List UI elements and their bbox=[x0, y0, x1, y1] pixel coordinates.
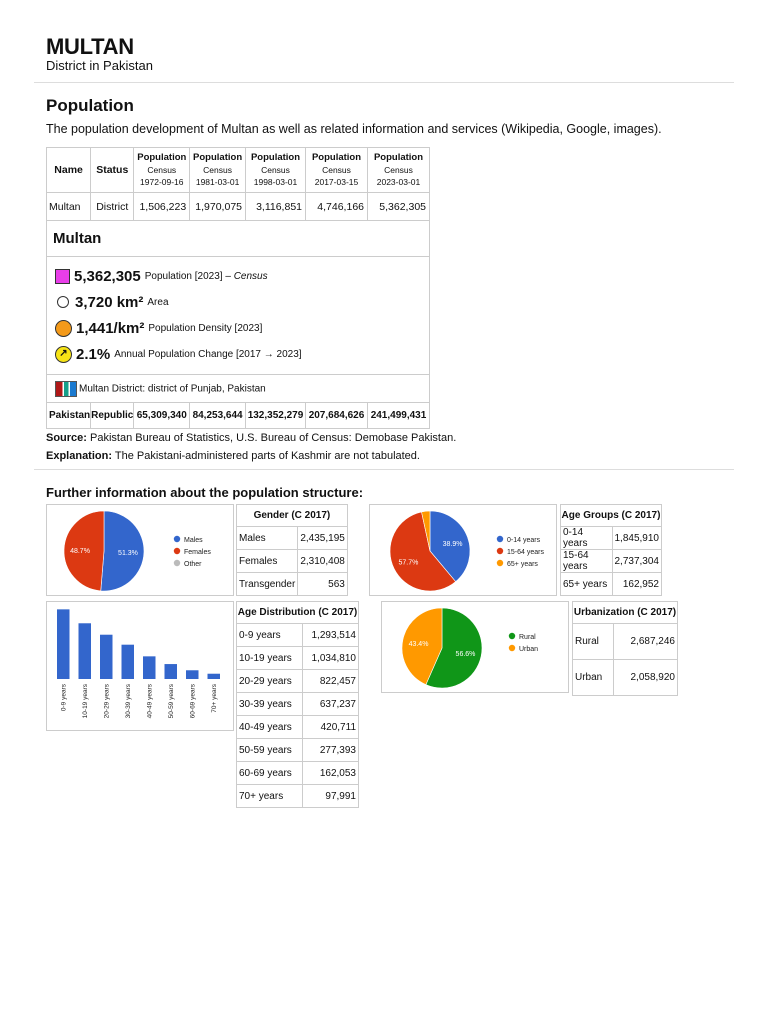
bar-50-59-years bbox=[165, 664, 178, 679]
row-value: 3,116,851 bbox=[246, 193, 306, 221]
row-name[interactable]: Multan bbox=[47, 193, 91, 221]
bar-60-69-years bbox=[186, 670, 199, 679]
urbanization-pie-svg bbox=[382, 602, 568, 692]
legend-label: 15-64 years bbox=[507, 549, 544, 556]
urbanization-table bbox=[572, 601, 678, 696]
col-status: Status bbox=[91, 148, 134, 193]
pie-slice-label: 48.7% bbox=[70, 548, 90, 556]
section-heading-population: Population bbox=[46, 96, 134, 115]
row-value: 65,309,340 bbox=[134, 403, 190, 429]
pie-slice-label: 51.3% bbox=[118, 549, 138, 557]
legend-label: Urban bbox=[519, 646, 539, 653]
bar-40-49-years bbox=[143, 656, 156, 679]
legend-label: 65+ years bbox=[507, 561, 538, 568]
table-row: 40-49 years 420,711 bbox=[237, 716, 359, 739]
row-value: 4,746,166 bbox=[306, 193, 368, 221]
table-row: Males 2,435,195 bbox=[237, 527, 348, 550]
x-tick-label: 0-9 years bbox=[60, 684, 68, 712]
col-census-1981: Population Census 1981-03-01 bbox=[190, 148, 246, 193]
table-title: Age Groups (C 2017) bbox=[561, 505, 662, 527]
infobox-stats bbox=[47, 257, 430, 375]
section-heading-structure: Further information about the population structure: bbox=[46, 485, 364, 500]
gender-pie-chart bbox=[46, 504, 234, 596]
table-row: 20-29 years 822,457 bbox=[237, 670, 359, 693]
bar-0-9-years bbox=[57, 609, 70, 679]
divider bbox=[34, 82, 734, 83]
gender-pie-svg bbox=[47, 505, 233, 595]
divider bbox=[34, 469, 734, 470]
col-census-2017: Population Census 2017-03-15 bbox=[306, 148, 368, 193]
table-row: 70+ years 97,991 bbox=[237, 785, 359, 808]
table-row: Females 2,310,408 bbox=[237, 550, 348, 573]
col-census-1998: Population Census 1998-03-01 bbox=[246, 148, 306, 193]
table-row-pakistan bbox=[47, 403, 430, 429]
x-tick-label: 60-69 years bbox=[189, 684, 197, 719]
col-name: Name bbox=[47, 148, 91, 193]
legend-marker bbox=[174, 560, 180, 566]
population-table bbox=[46, 147, 430, 429]
x-tick-label: 40-49 years bbox=[146, 684, 154, 719]
change-arrow-icon: ↗ bbox=[55, 346, 72, 363]
row-value: 132,352,279 bbox=[246, 403, 306, 429]
bar-20-29-years bbox=[100, 635, 113, 679]
x-tick-label: 50-59 years bbox=[167, 684, 175, 719]
table-title: Age Distribution (C 2017) bbox=[237, 602, 359, 624]
age-groups-pie-svg bbox=[370, 505, 556, 595]
table-row: 0-9 years 1,293,514 bbox=[237, 624, 359, 647]
col-census-2023: Population Census 2023-03-01 bbox=[368, 148, 430, 193]
row-status: District bbox=[91, 193, 134, 221]
population-square-icon bbox=[55, 269, 70, 284]
legend-label: Rural bbox=[519, 634, 536, 641]
table-row: 65+ years 162,952 bbox=[561, 573, 662, 596]
table-row: Transgender 563 bbox=[237, 573, 348, 596]
pie-slice-label: 38.9% bbox=[442, 540, 463, 548]
col-census-1972: Population Census 1972-09-16 bbox=[134, 148, 190, 193]
table-row: 15-64 years 2,737,304 bbox=[561, 550, 662, 573]
row-value: 1,970,075 bbox=[190, 193, 246, 221]
density-circle-icon bbox=[55, 320, 72, 337]
bar-30-39-years bbox=[122, 645, 135, 679]
table-row: 60-69 years 162,053 bbox=[237, 762, 359, 785]
age-groups-pie-chart bbox=[369, 504, 557, 596]
row-status: Republic bbox=[91, 403, 134, 429]
explanation-note: Explanation: The Pakistani-administered parts of Kashmir are not tabulated. bbox=[46, 450, 420, 462]
stat-population: 5,362,305 Population [2023] – Census bbox=[55, 263, 423, 289]
flag-icon bbox=[55, 381, 77, 397]
age-distribution-bar-chart bbox=[46, 601, 234, 731]
pie-slice-label: 57.7% bbox=[398, 559, 419, 567]
table-row: 0-14 years 1,845,910 bbox=[561, 527, 662, 550]
legend-label: Females bbox=[184, 549, 211, 556]
row-value: 241,499,431 bbox=[368, 403, 430, 429]
stat-density: 1,441/km² Population Density [2023] bbox=[55, 315, 423, 341]
urbanization-pie-chart bbox=[381, 601, 569, 693]
row-name[interactable]: Pakistan bbox=[47, 403, 91, 429]
x-tick-label: 10-19 years bbox=[81, 684, 89, 719]
infobox-title: Multan bbox=[47, 221, 430, 257]
row-value: 1,506,223 bbox=[134, 193, 190, 221]
gender-table bbox=[236, 504, 348, 596]
table-row bbox=[47, 193, 430, 221]
legend-marker bbox=[509, 633, 515, 639]
source-note: Source: Pakistan Bureau of Statistics, U.S. Bureau of Census: Demobase Pakistan. bbox=[46, 432, 457, 444]
legend-label: 0-14 years bbox=[507, 537, 541, 544]
age-distribution-table bbox=[236, 601, 359, 808]
legend-label: Males bbox=[184, 537, 203, 544]
legend-marker bbox=[509, 645, 515, 651]
bar-70-years bbox=[208, 674, 221, 679]
legend-marker bbox=[497, 560, 503, 566]
row-value: 207,684,626 bbox=[306, 403, 368, 429]
page-subtitle: District in Pakistan bbox=[46, 58, 153, 73]
x-tick-label: 20-29 years bbox=[103, 684, 111, 719]
legend-marker bbox=[174, 536, 180, 542]
row-value: 84,253,644 bbox=[190, 403, 246, 429]
table-row: Rural 2,687,246 bbox=[573, 624, 678, 660]
table-row: 50-59 years 277,393 bbox=[237, 739, 359, 762]
row-value: 5,362,305 bbox=[368, 193, 430, 221]
x-tick-label: 70+ years bbox=[210, 684, 218, 713]
pie-slice-label: 56.6% bbox=[455, 650, 476, 658]
table-title: Gender (C 2017) bbox=[237, 505, 348, 527]
legend-marker bbox=[174, 548, 180, 554]
legend-marker bbox=[497, 548, 503, 554]
table-row: 10-19 years 1,034,810 bbox=[237, 647, 359, 670]
bar-10-19-years bbox=[79, 623, 92, 679]
x-tick-label: 30-39 years bbox=[124, 684, 132, 719]
table-row: 30-39 years 637,237 bbox=[237, 693, 359, 716]
table-title: Urbanization (C 2017) bbox=[573, 602, 678, 624]
age-groups-table bbox=[560, 504, 662, 596]
intro-text: The population development of Multan as well as related information and services (Wikipedia, Google, images). bbox=[46, 122, 662, 136]
table-row: Urban 2,058,920 bbox=[573, 660, 678, 696]
stat-change: ↗ 2.1% Annual Population Change [2017 → 2023] bbox=[55, 341, 423, 367]
legend-marker bbox=[497, 536, 503, 542]
district-link[interactable]: Multan District: district of Punjab, Pakistan bbox=[47, 375, 430, 403]
area-circle-icon bbox=[57, 296, 69, 308]
age-distribution-bar-svg bbox=[47, 602, 233, 730]
pie-slice-label: 43.4% bbox=[408, 641, 429, 649]
page-title: MULTAN bbox=[46, 34, 134, 59]
stat-area: 3,720 km² Area bbox=[55, 289, 423, 315]
legend-label: Other bbox=[184, 561, 202, 568]
